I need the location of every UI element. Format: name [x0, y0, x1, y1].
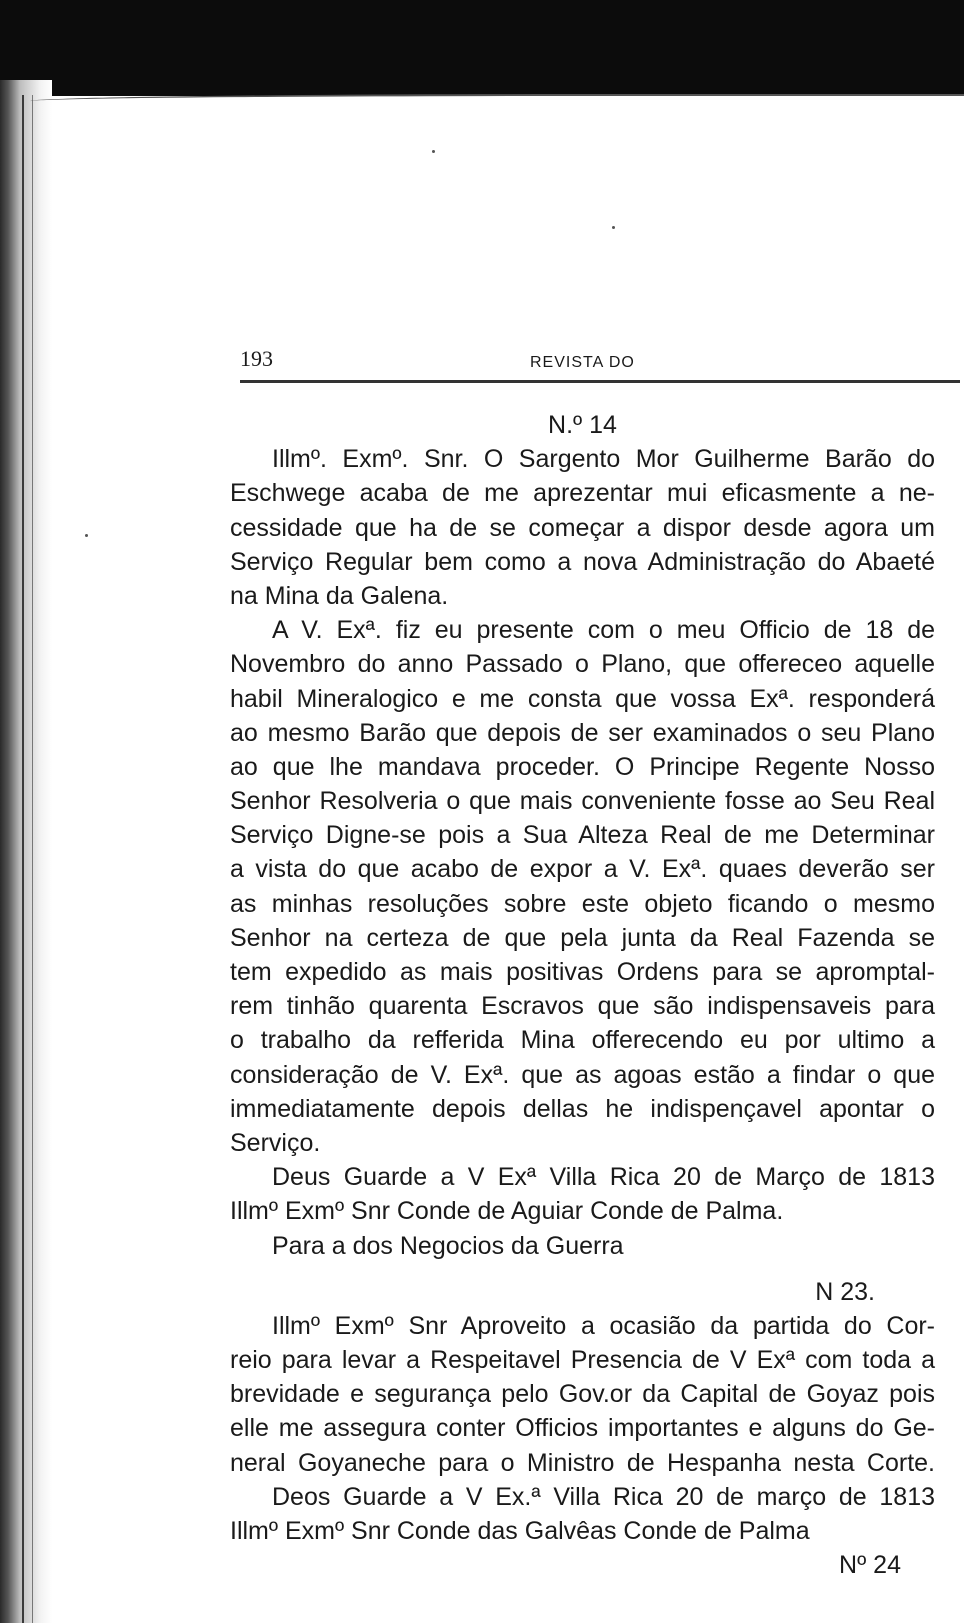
text-line: cessidade que ha de se começar a dispor desde agora um	[230, 513, 935, 542]
letter-number: N.º 14	[548, 411, 617, 439]
letter-number: N 23.	[815, 1277, 875, 1306]
scan-speck	[612, 226, 615, 229]
text-line: A V. Exª. fiz eu presente com o meu Officio de 18 de	[272, 616, 935, 645]
text-line: Serviço.	[230, 1128, 321, 1157]
text-line: ao que lhe mandava proceder. O Principe Regente Nosso	[230, 752, 935, 781]
text-line: habil Mineralogico e me consta que vossa Exª. responderá	[230, 684, 935, 713]
running-title: REVISTA DO	[530, 354, 635, 371]
page-header	[240, 346, 960, 390]
text-line: reio para levar a Respeitavel Presencia de V Exª com toda a	[230, 1346, 935, 1375]
text-line: neral Goyaneche para o Ministro de Hespanha nesta Corte.	[230, 1448, 935, 1477]
text-line: tem expedido as mais positivas Ordens para se apromptal-	[230, 958, 935, 986]
department-line: Para a dos Negocios da Guerra	[272, 1231, 624, 1260]
scan-speck	[432, 150, 435, 153]
page-number: 193	[240, 346, 273, 371]
text-line: Serviço Regular bem como a nova Administração do Abaeté	[230, 547, 935, 576]
text-line: o trabalho da refferida Mina offerecendo eu por ultimo a	[230, 1026, 935, 1055]
text-line: Illmº. Exmº. Snr. O Sargento Mor Guilherme Barão do	[272, 445, 935, 474]
page-top-edge	[30, 94, 964, 106]
text-line: Novembro do anno Passado o Plano, que offereceo aquelle	[230, 650, 935, 679]
addressee-line: Illmº Exmº Snr Conde de Aguiar Conde de Palma.	[230, 1197, 784, 1226]
addressee-line: Illmº Exmº Snr Conde das Galvêas Conde de Palma	[230, 1517, 810, 1545]
text-line: Senhor na certeza de que pela junta da Real Fazenda se	[230, 923, 935, 952]
spacer	[230, 1263, 935, 1275]
text-line: a vista do que acabo de expor a V. Exª. quaes deverão ser	[230, 855, 935, 884]
closing-line: Deos Guarde a V Ex.ª Villa Rica 20 de março de 1813	[272, 1482, 935, 1511]
spine-line	[22, 95, 24, 1623]
scan-speck	[85, 534, 88, 537]
text-line: ao mesmo Barão que depois de ser examinados o seu Plano	[230, 718, 935, 747]
text-line: Senhor Resolveria o que mais conveniente fosse ao Seu Real	[230, 787, 935, 816]
text-line: Serviço Digne-se pois a Sua Alteza Real de me Determinar	[230, 821, 935, 850]
text-line: na Mina da Galena.	[230, 581, 449, 610]
text-line: Illmº Exmº Snr Aproveito a ocasião da partida do Cor-	[272, 1311, 935, 1340]
header-rule	[240, 380, 960, 383]
text-line: Eschwege acaba de me aprezentar mui eficasmente a ne-	[230, 479, 935, 508]
text-line: brevidade e segurança pelo Gov.or da Capital de Goyaz pois	[230, 1380, 935, 1409]
text-line: rem tinhão quarenta Escravos que são indispensaveis para	[230, 992, 935, 1021]
text-line: elle me assegura conter Officios importantes e alguns do Ge-	[230, 1414, 935, 1443]
document-body	[230, 408, 935, 1582]
scan-dark-border	[0, 0, 964, 96]
text-line: immediatamente depois dellas he indispençavel apontar o	[230, 1094, 935, 1123]
book-spine-shadow	[0, 80, 52, 1623]
spine-line	[32, 95, 33, 1623]
letter-number: Nº 24	[839, 1551, 901, 1580]
text-line: as minhas resoluções sobre este objeto ficando o mesmo	[230, 889, 935, 918]
closing-line: Deus Guarde a V Exª Villa Rica 20 de Março de 1813	[272, 1163, 935, 1192]
text-line: consideração de V. Exª. que as agoas estão a findar o que	[230, 1060, 935, 1089]
